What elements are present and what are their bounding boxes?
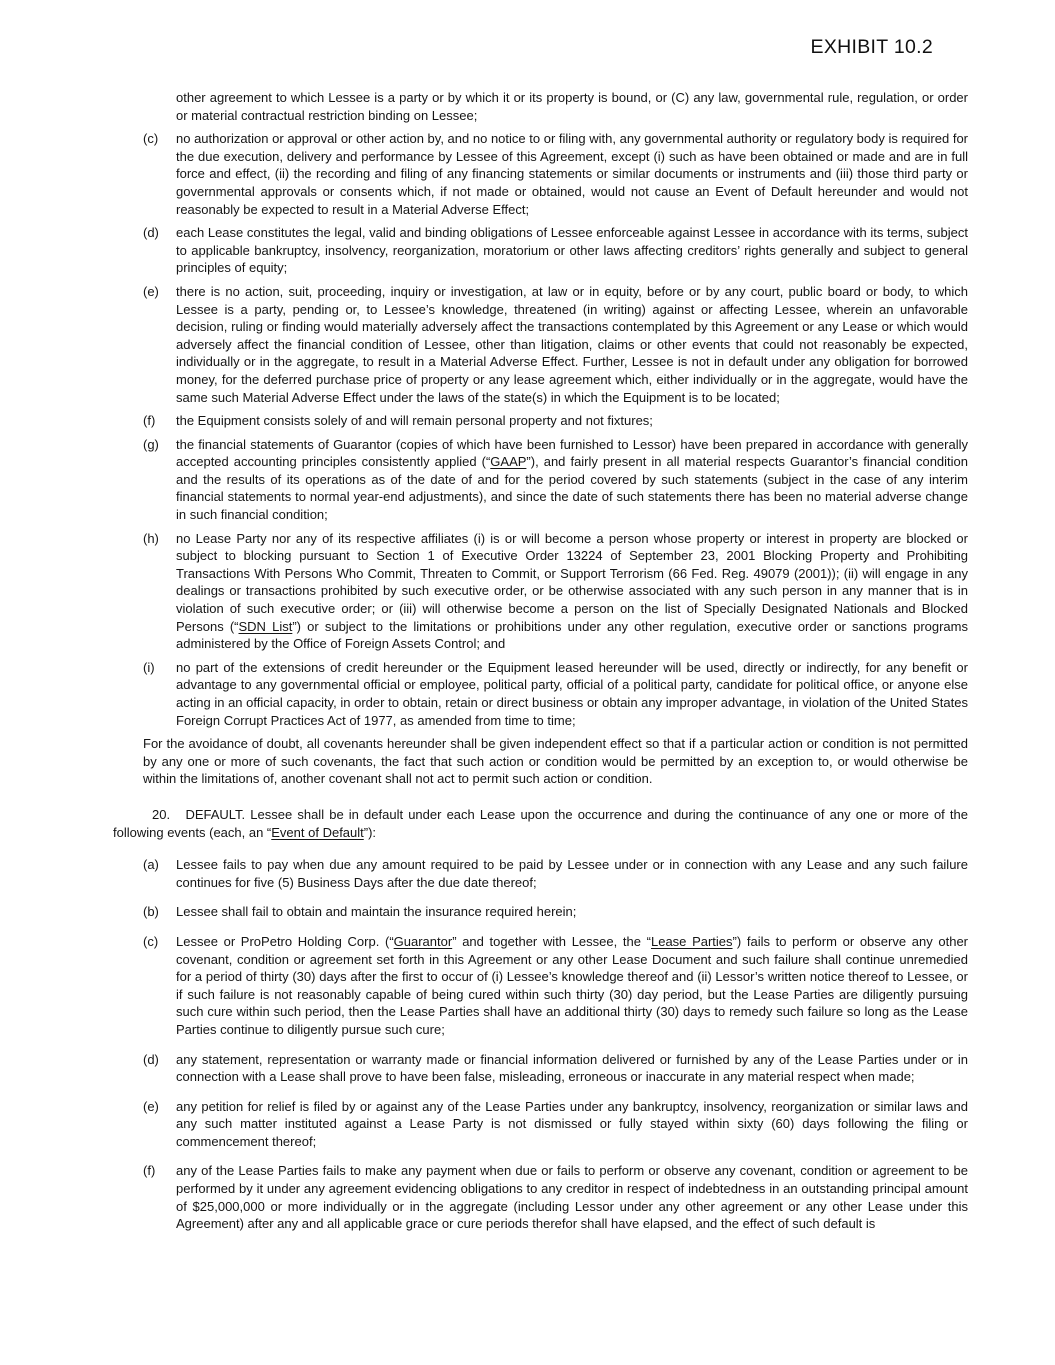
list-item-c (113, 130, 968, 218)
item-text (176, 1163, 968, 1231)
text-segment: each Lease constitutes the legal, valid and binding obligations of Lessee enforceable against Lessee in accordance with its terms, subject to applicable bankruptcy, insolvency, reorganization, moratorium or other laws affecting creditors’ rights generally and subject to general principles of equity; (176, 225, 968, 276)
text-segment: any statement, representation or warranty made or financial information delivered or furnished by any of the Lease Parties under or in connection with a Lease shall prove to have been false, misleading, erroneous or inaccurate in any material respect when made; (176, 1051, 968, 1085)
item-text (176, 531, 968, 652)
representations-list (113, 130, 968, 729)
item-letter-label: (c) (143, 933, 159, 949)
text-segment: any of the Lease Parties fails to make any payment when due or fails to perform or observe any covenant, condition or agreement to be performed by it under any agreement evidencing obligations to any creditor in respect of indebtedness in an outstanding principal amount of $25,000,000 or more individually or in the aggregate (including Lessor under any other agreement or any other Lease under this Agreement) after any and all applicable grace or cure periods therefor shall have elapsed, and the effect of such default is (176, 1163, 968, 1232)
text-segment: 20. DEFAULT. Lessee shall be in default under each Lease upon the occurrence and during the continuance of any one or more of the following events (each, an “ (113, 806, 968, 840)
defined-term: Lease Parties (650, 933, 733, 949)
default-section-paragraph (113, 806, 968, 841)
item-letter-label: (f) (143, 1163, 156, 1179)
list-item-i (113, 659, 968, 729)
text-segment: the Equipment consists solely of and will remain personal property and not fixtures; (176, 413, 653, 429)
list-item-e (113, 1098, 968, 1151)
item-letter-label: (b) (143, 904, 159, 920)
list-item-e (113, 283, 968, 406)
defined-term: Guarantor (393, 933, 453, 949)
item-letter-label: (d) (143, 1051, 159, 1067)
text-segment: Lessee or ProPetro Holding Corp. (“ (176, 933, 394, 949)
text-segment: ”): (363, 824, 377, 840)
list-item-b (113, 903, 968, 921)
item-letter-label: (d) (143, 225, 159, 241)
text-segment: For the avoidance of doubt, all covenants hereunder shall be given independent effect so that if a particular action or condition is not permitted by any one or more of such covenants, the fact that such action or condition would be permitted by an exception to, or would otherwise be within the limitations of, another covenant shall not act to permit such action or condition. (143, 736, 968, 787)
item-letter-label: (i) (143, 659, 155, 675)
item-text (176, 284, 968, 405)
item-text (176, 857, 968, 890)
text-segment: there is no action, suit, proceeding, inquiry or investigation, at law or in equity, before or by any court, public board or body, to which Lessee is a party, pending or, to Lessee’s knowledge, threatened (in writing) against or affecting Lessee, wherein an unfavorable decision, ruling or finding would materially adversely affect the transactions contemplated by this Agreement or any Lease or which would adversely affect the financial condition of Lessee, other than litigation, claims or other events that could not reasonably be expected, individually or in the aggregate, to result in a Material Adverse Effect. Further, Lessee is not in default under any obligation for borrowed money, for the deferred purchase price of property or any lease agreement which, either individually or in the aggregate, would have the same such Material Adverse Effect under the laws of the state(s) in which the Equipment is to be located; (176, 283, 968, 405)
item-text (176, 131, 968, 216)
text-segment: Lessee fails to pay when due any amount required to be paid by Lessee under or in connection with any Lease and any such failure continues for five (5) Business Days after the due date thereof; (176, 857, 968, 890)
text-segment: Lessee shall fail to obtain and maintain the insurance required herein; (176, 904, 577, 920)
text-segment: ” and together with Lessee, the “ (452, 933, 651, 949)
list-item-g (113, 436, 968, 524)
avoidance-paragraph (143, 735, 968, 788)
item-letter-label: (c) (143, 131, 159, 147)
text-segment: no authorization or approval or other action by, and no notice to or filing with, any governmental authority or regulatory body is required for the due execution, delivery and performance by Lessee of this Agreement, except (i) such as have been obtained or made and are in full force and effect, (ii) the recording and filing of any financing statements or similar documents or instruments and (iii) those third party or governmental approvals or consents which, if not made or obtained, would not cause an Event of Default hereunder and would not reasonably be expected to result in a Material Adverse Effect; (176, 131, 968, 217)
text-segment: other agreement to which Lessee is a party or by which it or its property is bound, or (C) any law, governmental rule, regulation, or order or material contractual restriction binding on Lessee; (176, 90, 968, 123)
item-text (176, 1052, 968, 1085)
item-letter-label: (e) (143, 1098, 159, 1114)
defined-term: Event of Default (271, 824, 364, 840)
item-text (176, 660, 968, 728)
list-item-d (113, 1051, 968, 1086)
document-body (113, 89, 968, 1233)
defined-term: SDN List (238, 618, 293, 634)
item-letter-label: (h) (143, 530, 159, 546)
item-text (176, 934, 968, 1037)
list-item-f (113, 1162, 968, 1232)
list-item-h (113, 530, 968, 653)
item-text (176, 904, 576, 919)
item-letter-label: (f) (143, 413, 156, 429)
list-item-d (113, 224, 968, 277)
item-letter-label: (e) (143, 283, 159, 299)
list-item-f (113, 412, 968, 430)
text-segment: no part of the extensions of credit hereunder or the Equipment leased hereunder will be used, directly or indirectly, for any benefit or advantage to any governmental official or employee, political party, official of a political party, candidate for political office, or anyone else acting in an official capacity, in order to obtain, retain or direct business or obtain any improper advantage, in violation of the United States Foreign Corrupt Practices Act of 1977, as amended from time to time; (176, 659, 968, 728)
item-text (176, 225, 968, 275)
text-segment: ”) fails to perform or observe any other covenant, condition or agreement set forth in this Agreement or any other Lease Document and such failure shall continue unremedied for a period of thirty (30) days after the first to occur of (i) Lessee’s knowledge thereof and (ii) Lessor’s written notice thereof to Lessee, or if such failure is not reasonably capable of being cured within such thirty (30) day period, but the Lease Parties are diligently pursuing such cure within such period, then the Lease Parties shall have an additional thirty (30) days to remedy such failure so long as the Lease Parties continue to diligently pursue such cure; (176, 933, 969, 1037)
item-letter-label: (g) (143, 436, 159, 452)
default-events-list (113, 856, 968, 1233)
list-item-c (113, 933, 968, 1039)
item-text (176, 413, 653, 428)
exhibit-label: EXHIBIT 10.2 (810, 36, 933, 58)
continuation-paragraph (176, 89, 968, 124)
item-text (176, 1099, 968, 1149)
list-item-a (113, 856, 968, 891)
text-segment: no Lease Party nor any of its respective affiliates (i) is or will become a person whose property or interest in property are blocked or subject to blocking pursuant to Section 1 of Executive Order 13224 of September 23, 2001 Blocking Property and Prohibiting Transactions With Persons Who Commit, Threaten to Commit, or Support Terrorism (66 Fed. Reg. 49079 (2001)); (ii) will engage in any dealings or transactions prohibited by such executive order, or be otherwise associated with any such person in any manner that is in violation of such executive order; or (iii) will otherwise become a person on the list of Specially Designated Nationals and Blocked Persons (“ (176, 530, 968, 634)
item-text (176, 437, 968, 522)
text-segment: any petition for relief is filed by or against any of the Lease Parties under any bankruptcy, insolvency, reorganization or similar laws and any such matter instituted against a Lease Party is not dismissed or fully stayed within sixty (60) days following the filing or commencement thereof; (176, 1098, 968, 1149)
item-letter-label: (a) (143, 857, 159, 873)
text-segment: ”) or subject to the limitations or prohibitions under any other regulation, executive order or sanctions programs administered by the Office of Foreign Assets Control; and (176, 618, 968, 652)
text-segment: the financial statements of Guarantor (copies of which have been furnished to Lessor) have been prepared in accordance with generally accepted accounting principles consistently applied (“ (176, 436, 968, 470)
text-segment: ”), and fairly present in all material respects Guarantor’s financial condition and the results of its operations as of the date of and for the period covered by such statements (subject in the case of any interim financial statements to normal year-end adjustments), and since the date of such statements there has been no material adverse change in such financial condition; (176, 454, 968, 523)
defined-term: GAAP (490, 454, 527, 470)
